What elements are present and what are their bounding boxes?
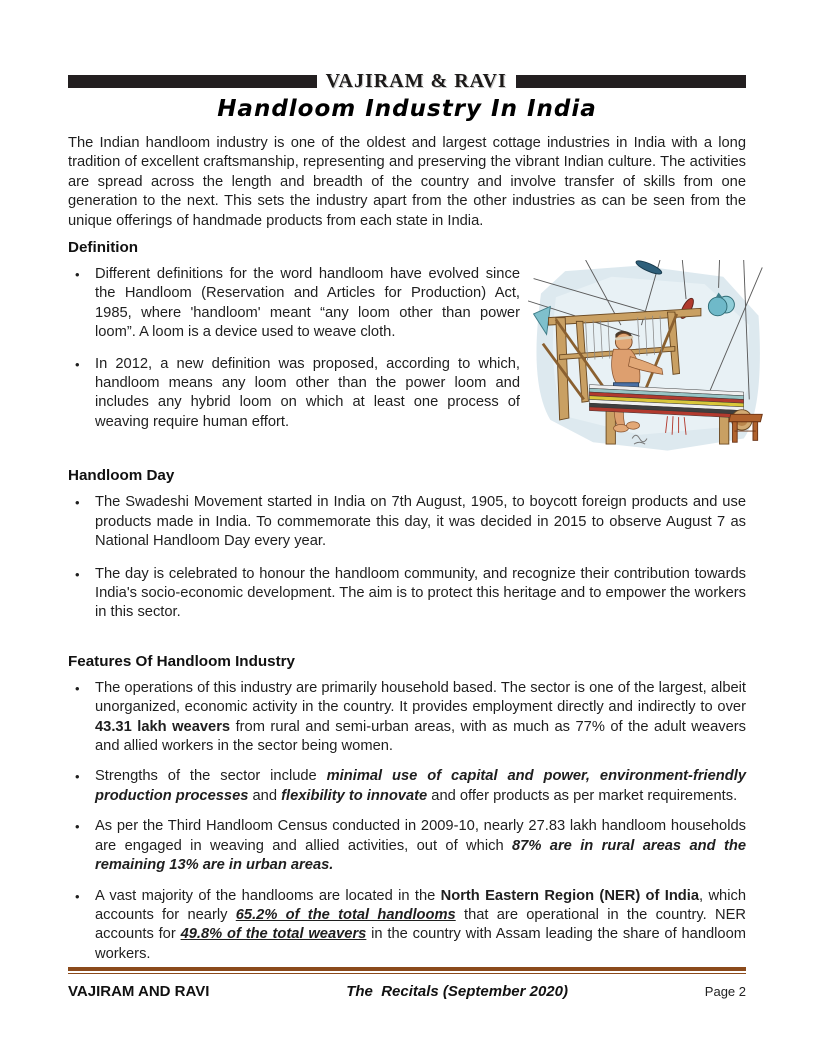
- footer-publication: The Recitals (September 2020): [346, 983, 568, 1000]
- handloom-weaver-illustration: [528, 260, 766, 453]
- bullet-icon: •: [75, 566, 80, 582]
- definition-heading: Definition: [68, 239, 139, 257]
- bullet-icon: •: [75, 495, 80, 511]
- bullet-text: The Swadeshi Movement started in India on 7th August, 1905, to boycott foreign products and use products made in India. To commemorate this day, it was decided in 2015 to observe August 7 as National Handloom Day every year.: [95, 494, 746, 550]
- bullet-icon: •: [75, 356, 80, 372]
- brand-name: VAJIRAM & RAVI: [325, 70, 507, 92]
- features-heading: Features Of Handloom Industry: [68, 652, 295, 670]
- bullet-text: Different definitions for the word handloom have evolved since the Handloom (Reservation and Articles for Production) Act, 1985, where 'handloom' meant “any loom other than power loom”. A loom is a device used to weave cloth.: [95, 266, 520, 341]
- bullet-icon: •: [75, 680, 80, 696]
- list-item: [68, 265, 520, 343]
- list-item: [68, 565, 746, 623]
- footer-org: VAJIRAM AND RAVI: [68, 983, 210, 1000]
- list-item: [68, 493, 746, 551]
- banner-bar-right: [516, 75, 746, 88]
- page-title: Handloom Industry In India: [217, 96, 597, 122]
- footer-page-number: Page 2: [704, 984, 746, 999]
- list-item: [68, 887, 746, 965]
- handloom-weaver-svg: [528, 260, 766, 453]
- page-footer: [68, 967, 746, 1056]
- list-item: [68, 355, 520, 433]
- list-item: [68, 817, 746, 875]
- footer-rule-thick: [68, 967, 746, 971]
- brand-banner: [68, 70, 746, 93]
- bullet-text: The operations of this industry are primarily household based. The sector is one of the largest, albeit unorganized, economic activity in the country. It provides employment directly and indirectly to over 43.31 lakh weavers from rural and semi-urban areas, with as much as 77% of the adult weavers and allied workers in the sector being women.: [95, 679, 746, 755]
- bullet-text: In 2012, a new definition was proposed, according to which, handloom means any loom other than the power loom and includes any hybrid loom on which at least one process of weaving require human effort.: [95, 355, 520, 430]
- definition-bullets: [68, 256, 520, 432]
- bullet-icon: •: [75, 769, 80, 785]
- list-item: [68, 767, 746, 806]
- list-item: [68, 679, 746, 757]
- definition-section: [68, 256, 746, 453]
- bullet-text: A vast majority of the handlooms are located in the North Eastern Region (NER) of India, which accounts for nearly 65.2% of the total handlooms that are operational in the country. NER accounts for 49.8% of the total weavers in the country with Assam leading the share of handloom workers.: [95, 887, 747, 962]
- handloom-day-heading: Handloom Day: [68, 467, 175, 485]
- footer-rule-thin: [68, 973, 746, 974]
- bullet-text: Strengths of the sector include minimal use of capital and power, environment-friendly production processes and flexibility to innovate and offer products as per market requirements.: [95, 768, 746, 804]
- bullet-icon: •: [75, 888, 80, 904]
- footer-row: [68, 983, 746, 1000]
- bullet-text: The day is celebrated to honour the handloom community, and recognize their contribution towards India's socio-economic development. The aim is to protect this heritage and to empower the workers in this sector.: [95, 565, 746, 621]
- bullet-icon: •: [75, 267, 80, 283]
- bullet-text: As per the Third Handloom Census conducted in 2009-10, nearly 27.83 lakh handloom households are engaged in weaving and allied activities, out of which 87% are in rural areas and the remaining 13% are in urban areas.: [95, 818, 746, 874]
- intro-paragraph: The Indian handloom industry is one of the oldest and largest cottage industries in India with a long tradition of excellent craftsmanship, representing and preserving the vibrant Indian culture. The activities are spread across the length and breadth of the country and involve transfer of skills from one generation to the next. This sets the industry apart from the other industries as can be seen from the unique offerings of handmade products from each state in India.: [68, 135, 746, 229]
- banner-bar-left: [68, 75, 317, 88]
- bullet-icon: •: [75, 819, 80, 835]
